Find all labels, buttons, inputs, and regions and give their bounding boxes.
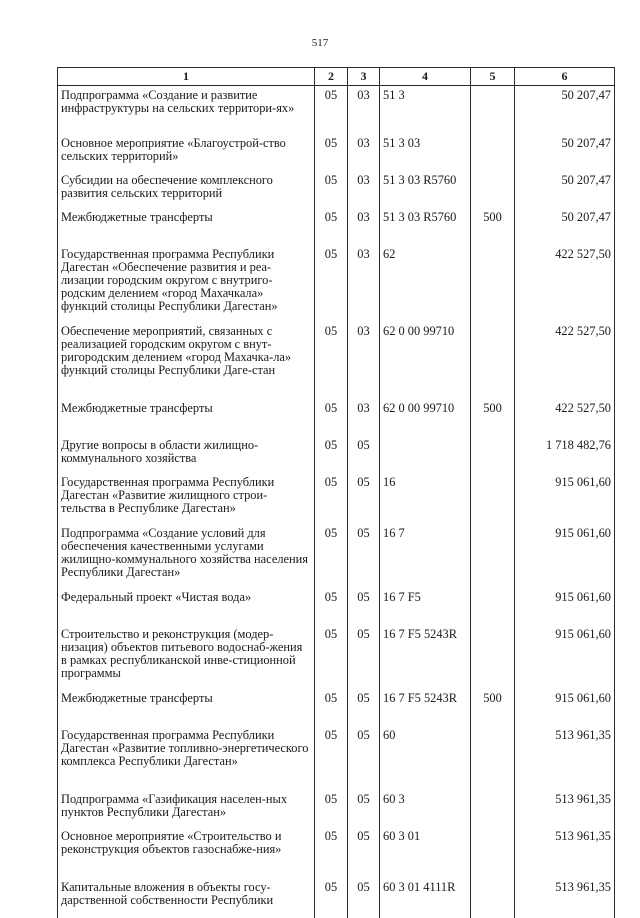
row-expense-type-cell — [471, 527, 515, 591]
row-section-cell: 05 — [315, 137, 348, 174]
row-subsection-cell: 03 — [348, 325, 380, 402]
row-amount-cell: 513 961,35 — [515, 729, 615, 793]
row-expense-type-cell — [471, 476, 515, 527]
row-name-cell: Федеральный проект «Чистая вода» — [58, 591, 315, 628]
row-subsection-cell: 05 — [348, 527, 380, 591]
row-section-cell: 05 — [315, 439, 348, 476]
row-name-cell: Государственная программа Республики Дагестан «Развитие жилищного строи-тельства в Республике Дагестан» — [58, 476, 315, 527]
row-section-cell: 05 — [315, 476, 348, 527]
row-name-cell: Подпрограмма «Создание условий для обеспечения качественными услугами жилищно-коммунального хозяйства населения Республики Дагестан» — [58, 527, 315, 591]
row-subsection-cell: 03 — [348, 174, 380, 211]
row-section-cell: 05 — [315, 86, 348, 137]
row-name-cell: Обеспечение мероприятий, связанных с реализацией городским округом с внут-ригородским делением «город Махачка-ла» функций столицы Республики Даге-стан — [58, 325, 315, 402]
row-subsection-cell: 05 — [348, 729, 380, 793]
row-subsection-cell: 05 — [348, 830, 380, 881]
row-subsection-cell: 05 — [348, 591, 380, 628]
row-target-article-cell: 51 3 03 R5760 — [380, 211, 471, 248]
row-expense-type-cell — [471, 137, 515, 174]
row-target-article-cell: 51 3 03 — [380, 137, 471, 174]
header-col-pr: 3 — [348, 68, 380, 86]
row-amount-cell: 50 207,47 — [515, 174, 615, 211]
row-target-article-cell: 16 7 — [380, 527, 471, 591]
row-expense-type-cell — [471, 881, 515, 918]
row-section-cell: 05 — [315, 174, 348, 211]
row-target-article-cell: 60 — [380, 729, 471, 793]
table-row — [58, 439, 615, 476]
row-amount-cell: 915 061,60 — [515, 476, 615, 527]
row-target-article-cell: 60 3 01 4111R — [380, 881, 471, 918]
row-name-cell: Основное мероприятие «Благоустрой-ство сельских территорий» — [58, 137, 315, 174]
row-amount-cell: 50 207,47 — [515, 137, 615, 174]
row-amount-cell: 422 527,50 — [515, 325, 615, 402]
row-subsection-cell: 03 — [348, 137, 380, 174]
row-amount-cell: 1 718 482,76 — [515, 439, 615, 476]
row-subsection-cell: 03 — [348, 86, 380, 137]
row-target-article-cell: 62 0 00 99710 — [380, 325, 471, 402]
row-subsection-cell: 05 — [348, 628, 380, 692]
row-amount-cell: 915 061,60 — [515, 692, 615, 729]
row-subsection-cell: 05 — [348, 476, 380, 527]
row-subsection-cell: 03 — [348, 402, 380, 439]
table-header-row — [58, 68, 615, 86]
row-target-article-cell: 62 — [380, 248, 471, 325]
row-target-article-cell: 51 3 03 R5760 — [380, 174, 471, 211]
table-row — [58, 591, 615, 628]
row-subsection-cell: 03 — [348, 211, 380, 248]
row-name-cell: Субсидии на обеспечение комплексного развития сельских территорий — [58, 174, 315, 211]
header-col-vr: 5 — [471, 68, 515, 86]
row-expense-type-cell — [471, 325, 515, 402]
row-amount-cell: 422 527,50 — [515, 248, 615, 325]
row-expense-type-cell — [471, 86, 515, 137]
row-name-cell: Межбюджетные трансферты — [58, 211, 315, 248]
budget-table — [57, 67, 615, 918]
header-col-sum: 6 — [515, 68, 615, 86]
row-name-cell: Подпрограмма «Создание и развитие инфраструктуры на сельских территори-ях» — [58, 86, 315, 137]
table-row — [58, 881, 615, 918]
table-row — [58, 628, 615, 692]
row-section-cell: 05 — [315, 325, 348, 402]
page-number: 517 — [311, 37, 329, 49]
row-target-article-cell: 16 7 F5 5243R — [380, 628, 471, 692]
row-name-cell: Межбюджетные трансферты — [58, 692, 315, 729]
table-row — [58, 402, 615, 439]
row-amount-cell: 915 061,60 — [515, 527, 615, 591]
row-expense-type-cell — [471, 439, 515, 476]
row-target-article-cell: 60 3 01 — [380, 830, 471, 881]
table-row — [58, 793, 615, 830]
table-row — [58, 830, 615, 881]
row-section-cell: 05 — [315, 692, 348, 729]
row-name-cell: Основное мероприятие «Строительство и реконструкция объектов газоснабже-ния» — [58, 830, 315, 881]
row-target-article-cell: 60 3 — [380, 793, 471, 830]
table-row — [58, 211, 615, 248]
row-amount-cell: 513 961,35 — [515, 830, 615, 881]
row-section-cell: 05 — [315, 881, 348, 918]
row-expense-type-cell: 500 — [471, 402, 515, 439]
row-target-article-cell: 16 — [380, 476, 471, 527]
header-col-rz: 2 — [315, 68, 348, 86]
row-expense-type-cell — [471, 591, 515, 628]
table-row — [58, 174, 615, 211]
row-amount-cell: 513 961,35 — [515, 881, 615, 918]
row-section-cell: 05 — [315, 591, 348, 628]
table-row — [58, 137, 615, 174]
row-subsection-cell: 05 — [348, 692, 380, 729]
row-section-cell: 05 — [315, 628, 348, 692]
row-name-cell: Другие вопросы в области жилищно-коммунального хозяйства — [58, 439, 315, 476]
row-subsection-cell: 05 — [348, 881, 380, 918]
row-expense-type-cell: 500 — [471, 692, 515, 729]
row-name-cell: Капитальные вложения в объекты госу-дарственной собственности Республики — [58, 881, 315, 918]
row-amount-cell: 513 961,35 — [515, 793, 615, 830]
row-subsection-cell: 03 — [348, 248, 380, 325]
row-section-cell: 05 — [315, 402, 348, 439]
row-subsection-cell: 05 — [348, 439, 380, 476]
row-name-cell: Государственная программа Республики Дагестан «Обеспечение развития и реа-лизации городским округом с внутриго-родским делением «город Махачкала» функций столицы Республики Дагестан» — [58, 248, 315, 325]
row-section-cell: 05 — [315, 729, 348, 793]
row-section-cell: 05 — [315, 830, 348, 881]
table-row — [58, 248, 615, 325]
row-name-cell: Государственная программа Республики Дагестан «Развитие топливно-энергетического комплекса Республики Дагестан» — [58, 729, 315, 793]
row-expense-type-cell — [471, 174, 515, 211]
table-row — [58, 729, 615, 793]
row-amount-cell: 422 527,50 — [515, 402, 615, 439]
row-amount-cell: 915 061,60 — [515, 628, 615, 692]
header-col-csr: 4 — [380, 68, 471, 86]
row-amount-cell: 915 061,60 — [515, 591, 615, 628]
table-row — [58, 86, 615, 137]
row-amount-cell: 50 207,47 — [515, 86, 615, 137]
row-amount-cell: 50 207,47 — [515, 211, 615, 248]
row-target-article-cell: 16 7 F5 5243R — [380, 692, 471, 729]
row-target-article-cell — [380, 439, 471, 476]
row-section-cell: 05 — [315, 211, 348, 248]
row-expense-type-cell — [471, 628, 515, 692]
row-target-article-cell: 62 0 00 99710 — [380, 402, 471, 439]
row-subsection-cell: 05 — [348, 793, 380, 830]
table-row — [58, 476, 615, 527]
row-name-cell: Строительство и реконструкция (модер-низация) объектов питьевого водоснаб-жения в рамках республиканской инве-стиционной программы — [58, 628, 315, 692]
table-row — [58, 325, 615, 402]
row-expense-type-cell: 500 — [471, 211, 515, 248]
row-section-cell: 05 — [315, 248, 348, 325]
row-target-article-cell: 51 3 — [380, 86, 471, 137]
row-expense-type-cell — [471, 248, 515, 325]
row-name-cell: Подпрограмма «Газификация населен-ных пунктов Республики Дагестан» — [58, 793, 315, 830]
row-section-cell: 05 — [315, 527, 348, 591]
table-row — [58, 692, 615, 729]
row-expense-type-cell — [471, 729, 515, 793]
row-section-cell: 05 — [315, 793, 348, 830]
row-expense-type-cell — [471, 830, 515, 881]
header-col-name: 1 — [58, 68, 315, 86]
row-expense-type-cell — [471, 793, 515, 830]
table-row — [58, 527, 615, 591]
row-name-cell: Межбюджетные трансферты — [58, 402, 315, 439]
row-target-article-cell: 16 7 F5 — [380, 591, 471, 628]
